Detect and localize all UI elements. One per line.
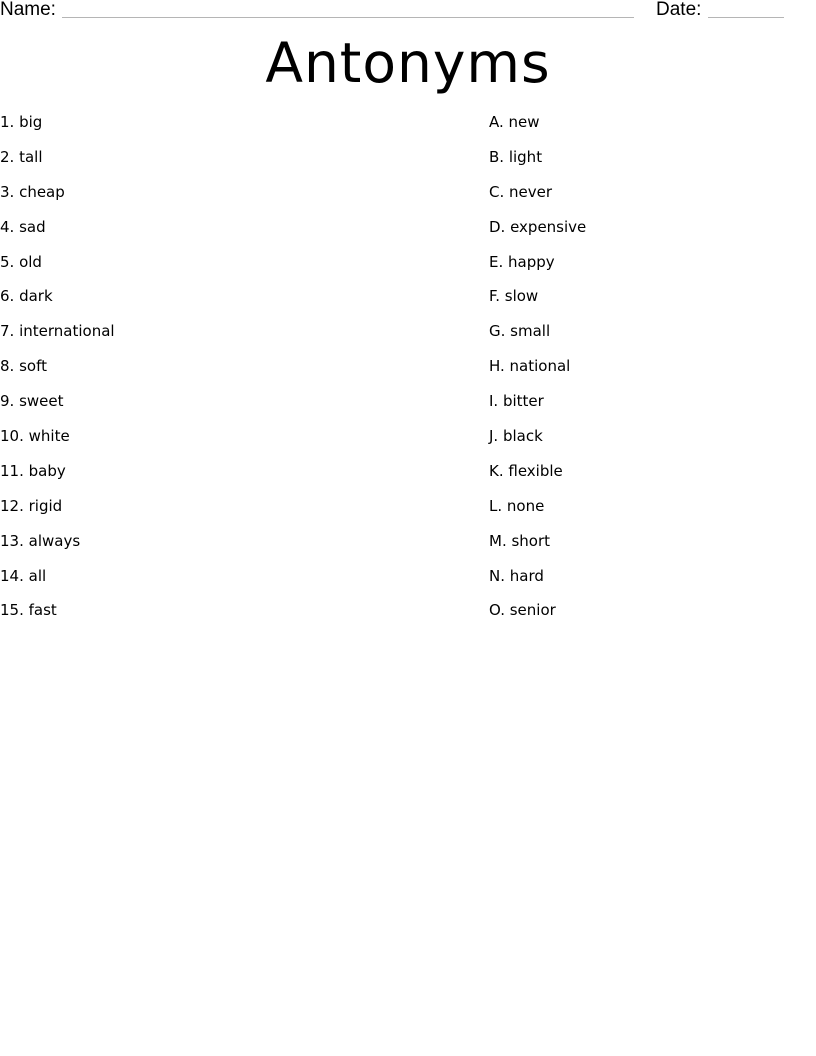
word-list	[0, 111, 115, 634]
worksheet-title: Antonyms	[265, 31, 551, 95]
word-item: 10. white	[0, 427, 70, 446]
answer-item: C. never	[489, 182, 553, 201]
answer-item: B. light	[489, 147, 543, 166]
word-item: 15. fast	[0, 601, 57, 620]
answer-item: K. flexible	[489, 461, 563, 480]
answer-item: E. happy	[489, 252, 555, 271]
word-item: 1. big	[0, 113, 43, 131]
answer-item: O. senior	[489, 601, 556, 620]
answer-item: M. short	[489, 531, 551, 550]
answer-item: I. bitter	[489, 392, 544, 411]
date-blank-line	[708, 17, 784, 18]
answer-item: D. expensive	[489, 217, 587, 236]
answer-list	[489, 111, 586, 634]
word-item: 2. tall	[0, 147, 43, 166]
answer-item: H. national	[489, 357, 571, 376]
answer-item: F. slow	[489, 287, 539, 306]
worksheet-header	[0, 0, 816, 24]
word-item: 6. dark	[0, 287, 53, 306]
word-item: 11. baby	[0, 461, 66, 480]
word-item: 14. all	[0, 566, 47, 585]
answer-item: A. new	[489, 113, 540, 131]
word-item: 7. international	[0, 322, 115, 341]
word-item: 5. old	[0, 252, 42, 271]
word-item: 13. always	[0, 531, 81, 550]
name-blank-line	[62, 17, 634, 18]
word-item: 12. rigid	[0, 496, 63, 515]
answer-item: L. none	[489, 496, 545, 515]
word-item: 3. cheap	[0, 182, 65, 201]
answer-item: N. hard	[489, 566, 544, 585]
name-label: Name:	[0, 0, 56, 20]
answer-item: J. black	[489, 427, 543, 446]
answer-item: G. small	[489, 322, 551, 341]
word-item: 9. sweet	[0, 392, 64, 411]
date-label: Date:	[656, 0, 702, 20]
word-item: 8. soft	[0, 357, 47, 376]
word-item: 4. sad	[0, 217, 46, 236]
